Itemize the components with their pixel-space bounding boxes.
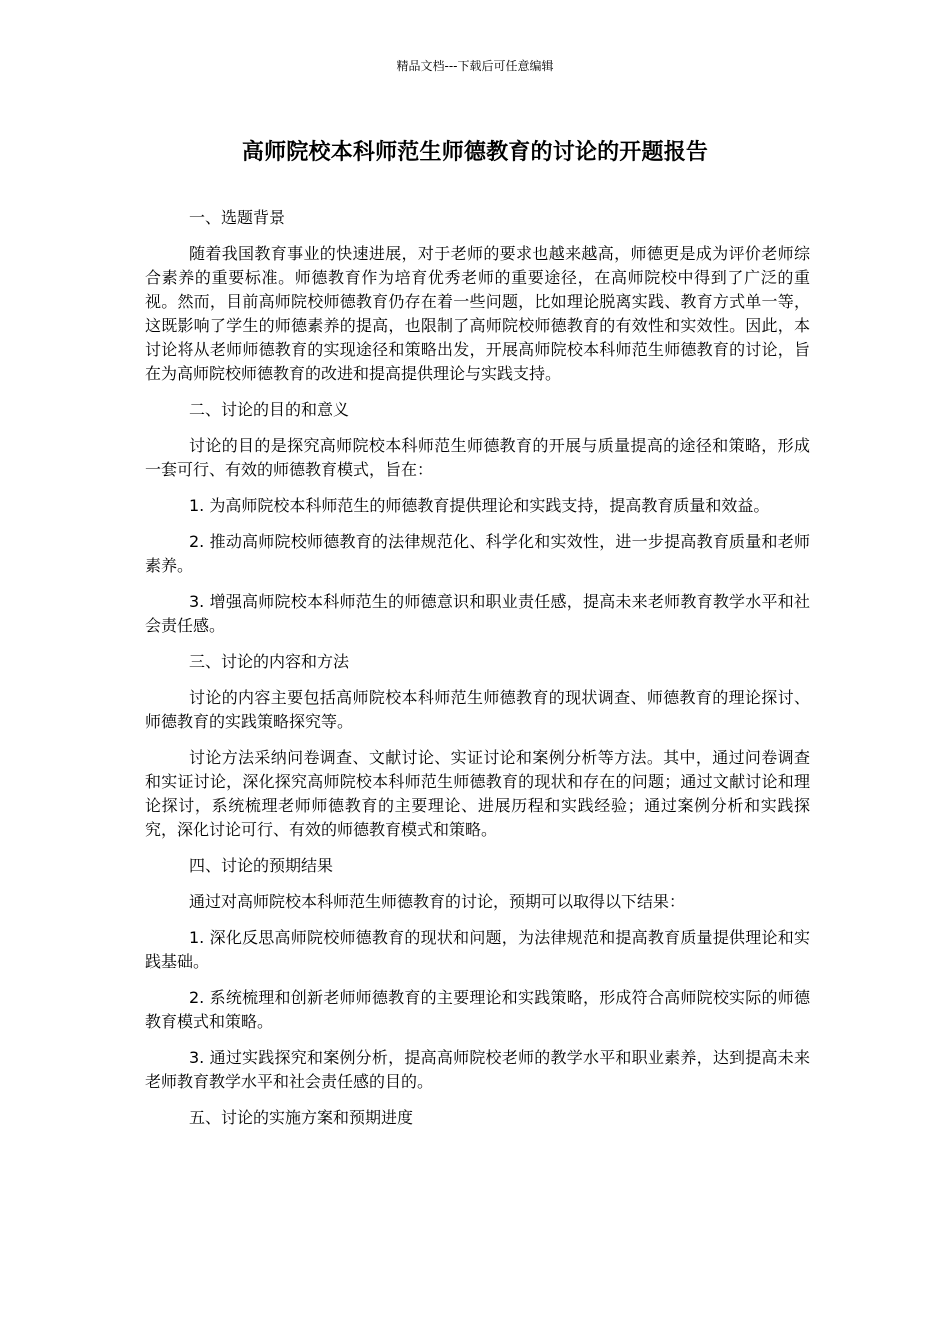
section-heading: 四、讨论的预期结果 [189, 856, 334, 875]
paragraph: 讨论的目的是探究高师院校本科师范生师德教育的开展与质量提高的途径和策略，形成一套可行、有效的师德教育模式，旨在： [145, 436, 810, 479]
document-title: 高师院校本科师范生师德教育的讨论的开题报告 [241, 140, 709, 165]
list-item: 1. 为高师院校本科师范生的师德教育提供理论和实践支持，提高教育质量和效益。 [189, 496, 770, 515]
section-heading: 二、讨论的目的和意义 [189, 400, 350, 419]
paragraph: 随着我国教育事业的快速进展，对于老师的要求也越来越高，师德更是成为评价老师综合素养的重要标准。师德教育作为培育优秀老师的重要途径，在高师院校中得到了广泛的重视。然而，目前高师院校师德教育仍存在着一些问题，比如理论脱离实践、教育方式单一等，这既影响了学生的师德素养的提高，也限制了高师院校师德教育的有效性和实效性。因此，本讨论将从老师师德教育的实现途径和策略出发，开展高师院校本科师范生师德教育的讨论，旨在为高师院校师德教育的改进和提高提供理论与实践支持。 [145, 244, 810, 383]
section-heading: 一、选题背景 [189, 208, 286, 227]
list-item: 3. 通过实践探究和案例分析，提高高师院校老师的教学水平和职业素养，达到提高未来老师教育教学水平和社会责任感的目的。 [145, 1048, 810, 1091]
list-item: 2. 推动高师院校师德教育的法律规范化、科学化和实效性，进一步提高教育质量和老师素养。 [145, 532, 810, 575]
section-heading: 五、讨论的实施方案和预期进度 [189, 1108, 414, 1127]
paragraph: 讨论的内容主要包括高师院校本科师范生师德教育的现状调查、师德教育的理论探讨、师德教育的实践策略探究等。 [145, 688, 810, 731]
section-heading: 三、讨论的内容和方法 [189, 652, 350, 671]
paragraph: 讨论方法采纳问卷调查、文献讨论、实证讨论和案例分析等方法。其中，通过问卷调查和实证讨论，深化探究高师院校本科师范生师德教育的现状和存在的问题；通过文献讨论和理论探讨，系统梳理老师师德教育的主要理论、进展历程和实践经验；通过案例分析和实践探究，深化讨论可行、有效的师德教育模式和策略。 [145, 748, 810, 839]
list-item: 1. 深化反思高师院校师德教育的现状和问题，为法律规范和提高教育质量提供理论和实践基础。 [145, 928, 810, 971]
paragraph: 通过对高师院校本科师范生师德教育的讨论，预期可以取得以下结果： [189, 892, 686, 911]
document-body [145, 206, 810, 1142]
list-item: 3. 增强高师院校本科师范生的师德意识和职业责任感，提高未来老师教育教学水平和社会责任感。 [145, 592, 810, 635]
page-header: 精品文档---下载后可任意编辑 [396, 59, 554, 73]
list-item: 2. 系统梳理和创新老师师德教育的主要理论和实践策略，形成符合高师院校实际的师德教育模式和策略。 [145, 988, 810, 1031]
